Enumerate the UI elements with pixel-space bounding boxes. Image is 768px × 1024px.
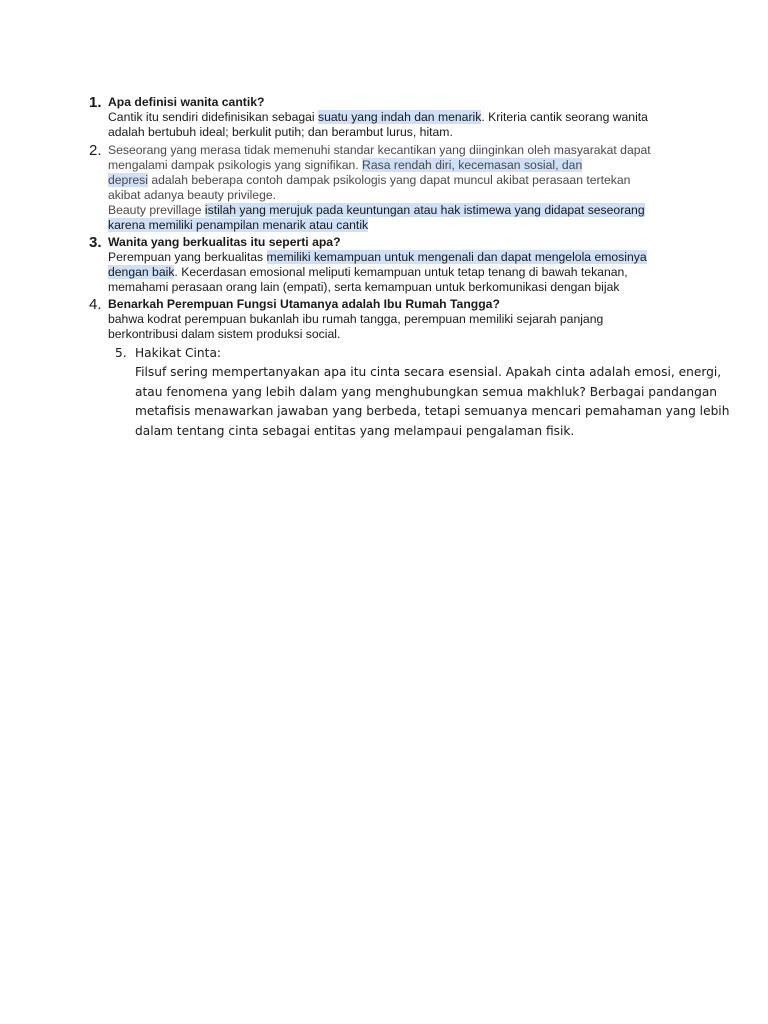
text-line: memahami perasaan orang lain (empati), serta kemampuan untuk berkomunikasi dengan bijak — [108, 280, 620, 294]
highlight: memiliki kemampuan untuk mengenali dan dapat mengelola emosinya — [266, 250, 647, 264]
text-line: mengalami dampak psikologis yang signifikan. Rasa rendah diri, kecemasan sosial, dan — [108, 158, 583, 172]
text-line: akibat adanya beauty privilege. — [108, 188, 277, 202]
text-line: metafisis menawarkan jawaban yang berbeda, tetapi semuanya mencari pemahaman yang lebih — [135, 404, 730, 419]
text-line: adalah bertubuh ideal; berkulit putih; dan berambut lurus, hitam. — [108, 125, 453, 139]
text-line — [108, 218, 678, 233]
text-line: Perempuan yang berkualitas memiliki kemampuan untuk mengenali dan dapat mengelola emosinya — [108, 250, 647, 264]
highlight: depresi — [108, 173, 148, 187]
text-line: dengan baik. Kecerdasan emosional meliputi kemampuan untuk tetap tenang di bawah tekanan, — [108, 265, 628, 279]
text-line: atau fenomena yang lebih dalam yang menghubungkan semua makhluk? Berbagai pandangan — [135, 384, 718, 399]
highlight: suatu yang indah dan menarik — [318, 110, 482, 124]
list-number: 3. — [89, 234, 102, 251]
text-line: Beauty previllage istilah yang merujuk pada keuntungan atau hak istimewa yang didapat seseorang — [108, 203, 645, 217]
highlight: istilah yang merujuk pada keuntungan atau hak istimewa yang didapat seseorang — [204, 203, 645, 217]
question-title: Wanita yang berkualitas itu seperti apa? — [108, 235, 341, 249]
highlight: karena memiliki penampilan menarik atau cantik — [108, 218, 369, 232]
highlight: Rasa rendah diri, kecemasan sosial, dan — [362, 158, 583, 172]
list-number: 2. — [89, 142, 102, 159]
list-number: 1. — [89, 94, 102, 111]
list-number: 4. — [89, 296, 102, 313]
text-line: Cantik itu sendiri didefinisikan sebagai suatu yang indah dan menarik. Kriteria cantik seorang wanita — [108, 110, 648, 124]
highlight: dengan baik — [108, 265, 175, 279]
section-heading: Hakikat Cinta: — [135, 346, 222, 360]
question-title: Apa definisi wanita cantik? — [108, 95, 265, 109]
text-line: berkontribusi dalam sistem produksi social. — [108, 327, 341, 341]
list-number: 5. — [115, 346, 127, 360]
paragraph — [135, 363, 730, 441]
text-line: Filsuf sering mempertanyakan apa itu cinta secara esensial. Apakah cinta adalah emosi, energi, — [135, 365, 722, 379]
text-line: dalam tentang cinta sebagai entitas yang melampaui pengalaman fisik. — [135, 423, 575, 438]
question-title: Benarkah Perempuan Fungsi Utamanya adalah Ibu Rumah Tangga? — [108, 297, 500, 311]
text-line: Seseorang yang merasa tidak memenuhi standar kecantikan yang diinginkan oleh masyarakat dapat — [108, 143, 651, 157]
text-line: depresi adalah beberapa contoh dampak psikologis yang dapat muncul akibat perasaan tertekan — [108, 173, 631, 187]
text-line: bahwa kodrat perempuan bukanlah ibu rumah tangga, perempuan memiliki sejarah panjang — [108, 312, 604, 326]
